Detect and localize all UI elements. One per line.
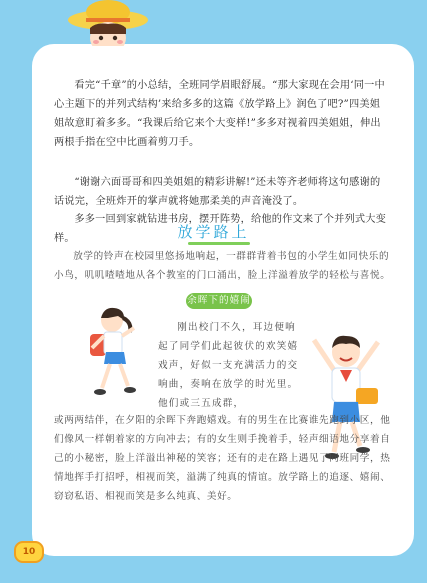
essay-title: 放学路上 (177, 223, 250, 241)
page-number-badge: 10 (14, 541, 44, 563)
essay-paragraph-2-wide: 或两两结伴，在夕阳的余晖下奔跑嬉戏。有的男生在比赛谁先跑到小区，他们像风一样朝着家的方向冲去；有的女生则手挽着手，轻声细语地分享着自己的小秘密，脸上洋溢出神秘的笑容；还有的走在路上遇见了同班同学，热情地挥手打招呼，相视而笑，溢满了纯真的情谊。放学路上的追逐、嬉闹、窃窃私语、相视而笑是多么纯真、美好。 (54, 415, 391, 502)
intro-paragraph-1: 看完“千章”的小总结，全班同学眉眼舒展。“那大家现在会用‘同一中心主题下的并列式结构’来给多多的这篇《放学路上》润色了吧?”四美姐姐故意盯着多多。“我课后给它来个大变样!”多多对视着四美姐姐，伸出两根手指在空中比画着剪刀手。 (54, 80, 385, 148)
running-girl-illustration (68, 304, 148, 408)
intro-paragraph-2: “谢谢六面哥哥和四美姐姐的精彩讲解!”还未等齐老师将这句感谢的话说完，全班炸开的掌声就将她那柔美的声音淹没了。 (54, 177, 381, 207)
essay-paragraph-1: 放学的铃声在校园里悠扬地响起，一群群背着书包的小学生如同快乐的小鸟，叽叽喳喳地从各个教室的门口涌出，脸上洋溢着放学的轻松与喜悦。 (54, 251, 391, 281)
girl-mascot-illustration (66, 0, 150, 46)
section-subtitle: 余晖下的嬉闹 (186, 293, 252, 309)
intro-paragraph-3: 多多一回到家就钻进书房，摆开阵势，给他的作文来了个并列式大变样。 (54, 214, 387, 244)
title-underline (188, 242, 250, 245)
essay-paragraph-2-narrow: 刚出校门不久，耳边便响起了同学们此起彼伏的欢笑嬉戏声，好似一支充满活力的交响曲，奏响在放学的时光里。他们或三五成群， (158, 322, 299, 409)
